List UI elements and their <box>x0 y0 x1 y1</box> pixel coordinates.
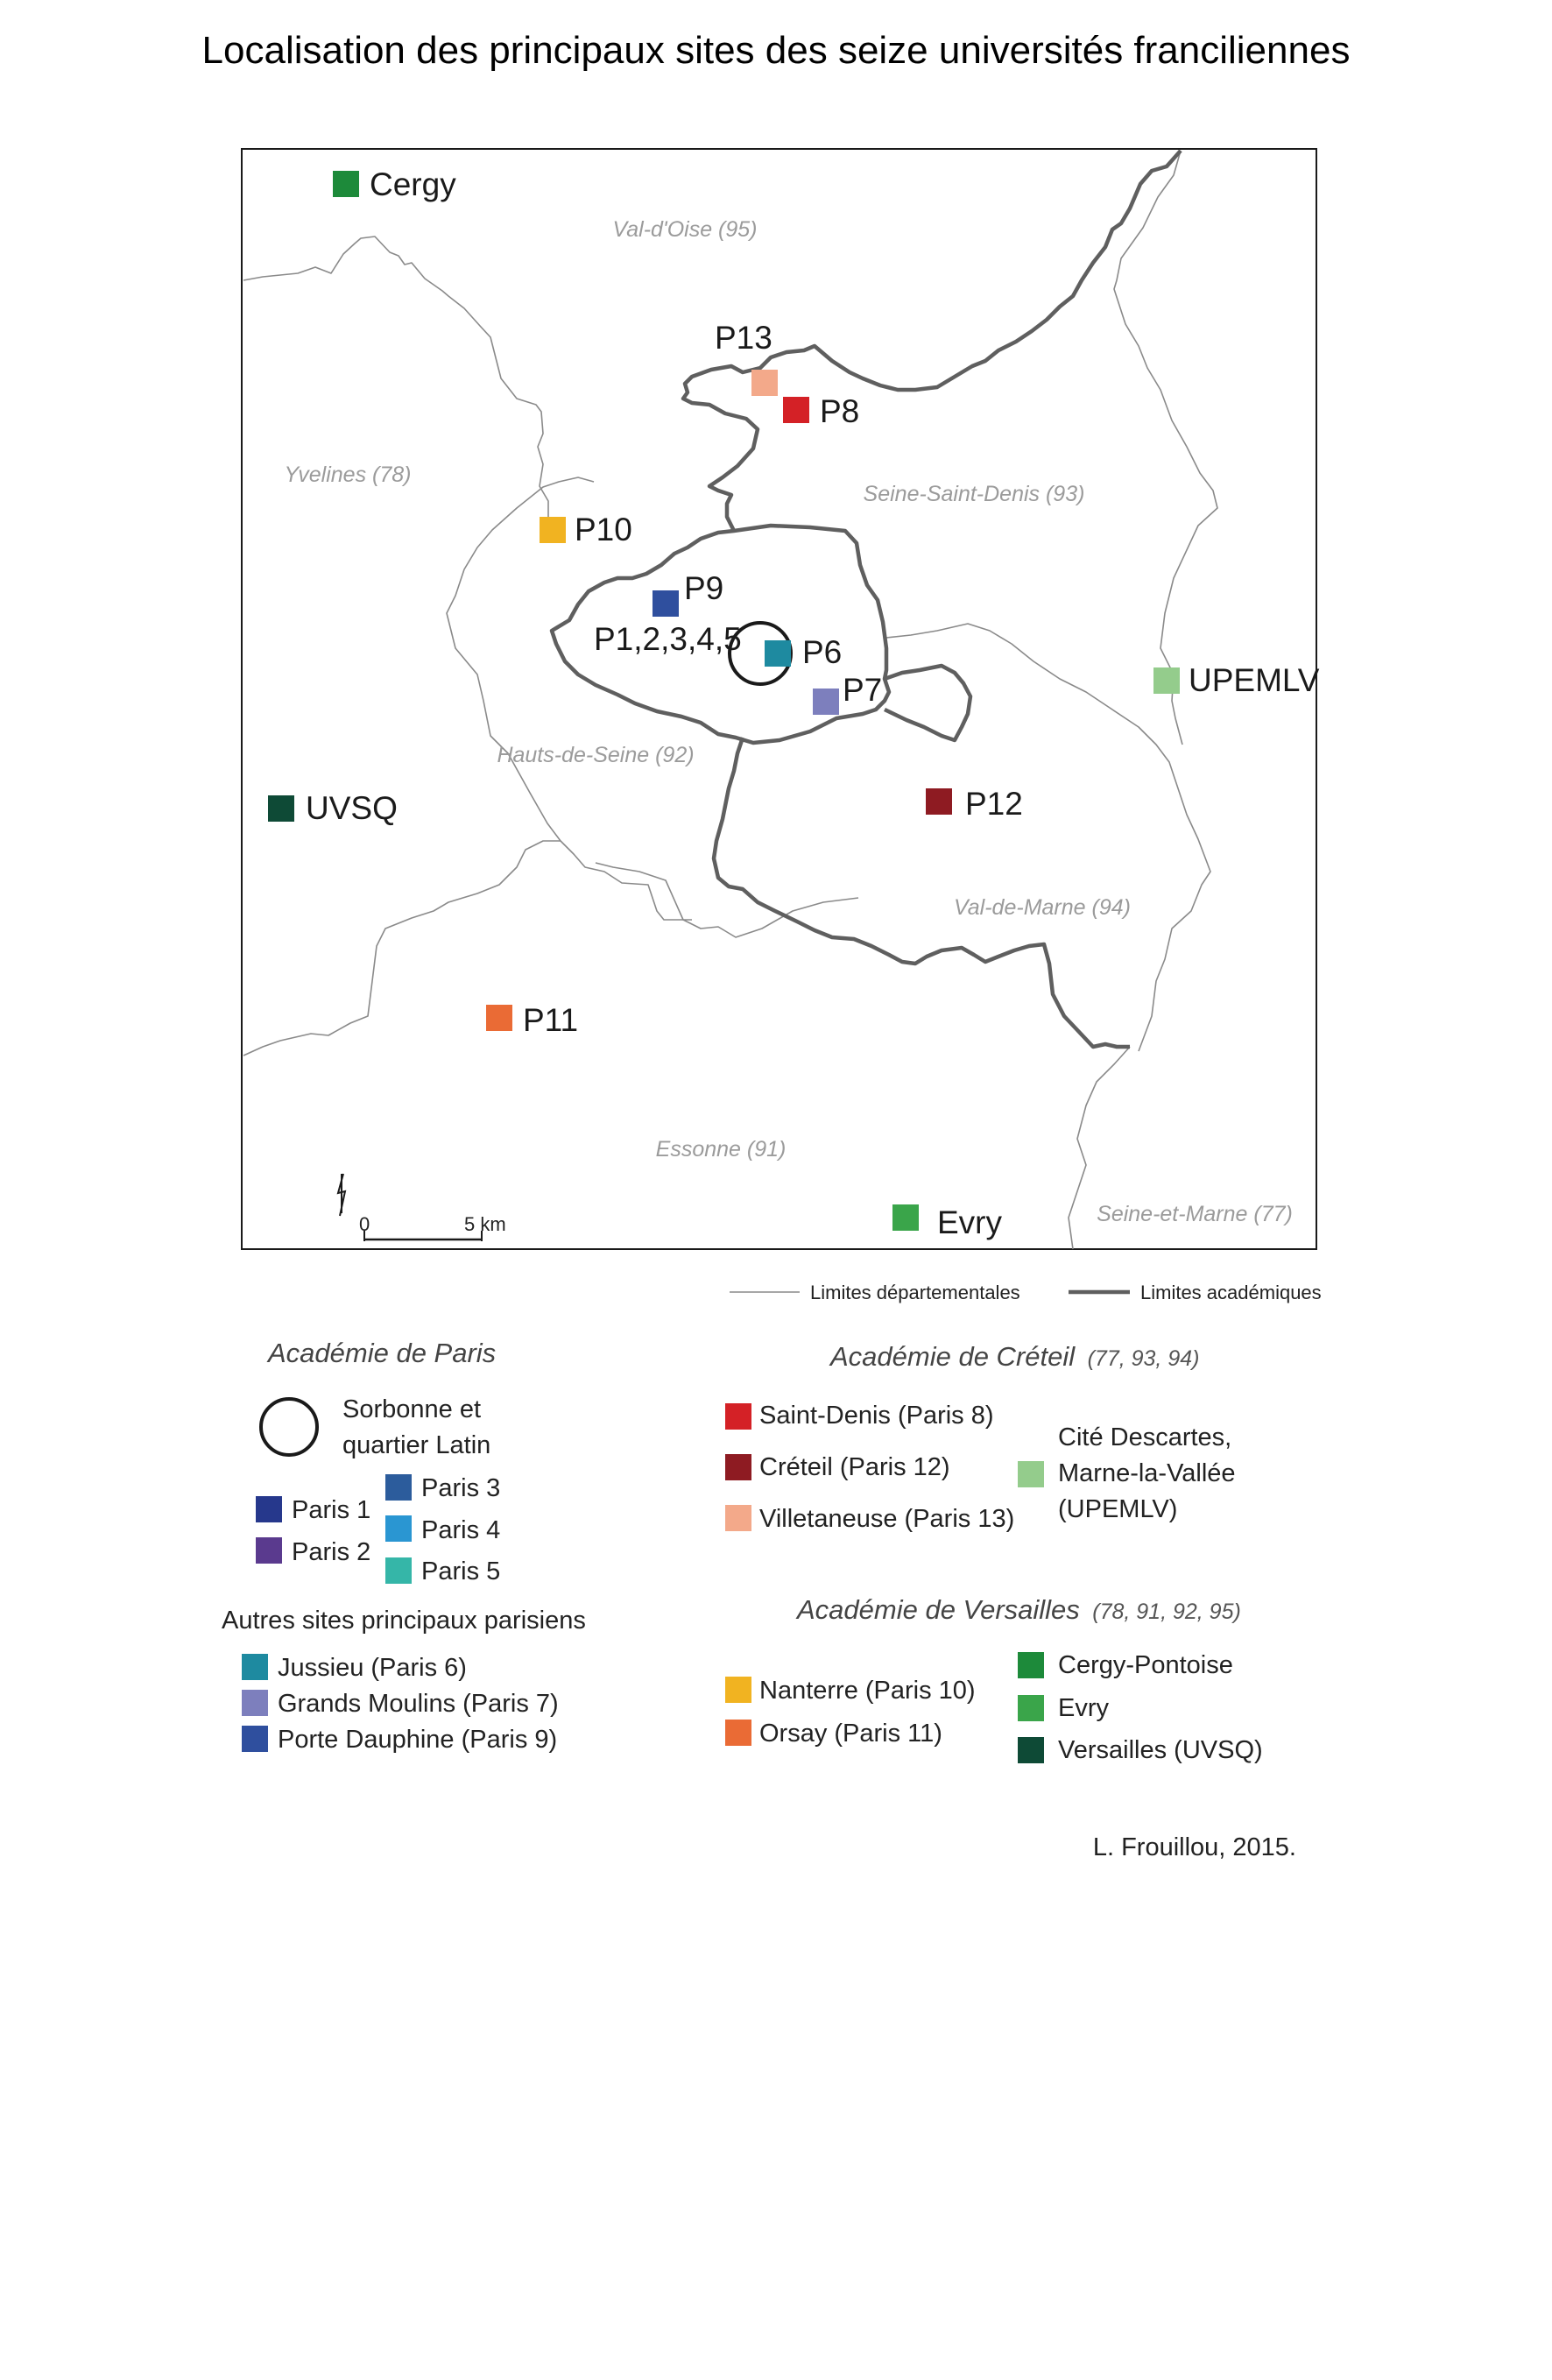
north-arrow <box>338 1174 345 1216</box>
line-legend-departmental: Limites départementales <box>810 1282 1020 1303</box>
legend-label-upemlv-line3: (UPEMLV) <box>1058 1495 1178 1523</box>
legend-versailles-heading: Académie de Versailles <box>797 1594 1080 1625</box>
legend-paris <box>222 1338 586 1754</box>
legend-paris-heading: Académie de Paris <box>268 1338 497 1368</box>
site-label-p13: P13 <box>715 320 772 356</box>
scale-label-five: 5 km <box>464 1213 506 1235</box>
legend-label-paris2: Paris 2 <box>292 1538 371 1566</box>
legend-swatch-paris1 <box>256 1496 282 1522</box>
legend-swatch-porte-dauphine <box>242 1726 268 1752</box>
scale-bar <box>359 1213 506 1241</box>
legend-swatch-upemlv <box>1018 1461 1044 1487</box>
legend-label-paris4: Paris 4 <box>421 1516 501 1544</box>
site-label-cergy: Cergy <box>370 166 456 202</box>
legend-label-paris5: Paris 5 <box>421 1557 501 1585</box>
boundary-78-91 <box>243 841 561 1056</box>
site-marker-evry <box>892 1204 919 1231</box>
credit: L. Frouillou, 2015. <box>1092 1833 1296 1861</box>
legend-sorbonne-circle <box>261 1399 317 1455</box>
site-marker-p12 <box>926 788 952 815</box>
legend-creteil-heading: Académie de Créteil <box>830 1341 1076 1372</box>
site-marker-p8 <box>783 397 809 423</box>
boundary-92-91 <box>596 863 858 937</box>
legend-sorbonne-line1: Sorbonne et <box>342 1395 482 1423</box>
legend-swatch-uvsq <box>1018 1737 1044 1763</box>
site-marker-p10 <box>540 517 566 543</box>
legend-other-heading: Autres sites principaux parisiens <box>222 1607 586 1635</box>
legend-sorbonne-line2: quartier Latin <box>342 1431 491 1459</box>
boundary-78-92 <box>447 477 695 920</box>
site-label-evry: Evry <box>937 1204 1002 1240</box>
legend-label-upemlv-line2: Marne-la-Vallée <box>1058 1459 1236 1487</box>
line-legend-academic: Limites académiques <box>1140 1282 1322 1303</box>
legend-swatch-paris4 <box>385 1515 412 1542</box>
legend-label-paris1: Paris 1 <box>292 1496 371 1524</box>
page-title: Localisation des principaux sites des seize universités franciliennes <box>201 29 1351 72</box>
legend-label-nanterre: Nanterre (Paris 10) <box>759 1677 976 1705</box>
legend-creteil-heading-line <box>829 1341 1199 1372</box>
legend-versailles-sub: (78, 91, 92, 95) <box>1092 1600 1241 1624</box>
legend-label-creteil: Créteil (Paris 12) <box>759 1453 950 1481</box>
legend-versailles <box>725 1594 1263 1764</box>
legend-versailles-heading-line <box>795 1594 1241 1625</box>
dept-label-95: Val-d'Oise (95) <box>612 217 758 242</box>
line-legend <box>730 1282 1322 1303</box>
site-label-p11: P11 <box>523 1002 579 1038</box>
site-markers <box>268 166 1320 1240</box>
dept-label-77: Seine-et-Marne (77) <box>1097 1202 1293 1226</box>
site-label-p9: P9 <box>684 570 724 606</box>
legend-swatch-orsay <box>725 1720 751 1746</box>
site-marker-cergy <box>333 171 359 197</box>
legend-swatch-cergy-pontoise <box>1018 1652 1044 1678</box>
site-marker-upemlv <box>1153 667 1180 694</box>
legend-label-porte-dauphine: Porte Dauphine (Paris 9) <box>278 1726 558 1754</box>
legend-swatch-saint-denis <box>725 1403 751 1430</box>
legend-swatch-grands-moulins <box>242 1690 268 1716</box>
site-marker-p7 <box>813 689 839 715</box>
legend-label-paris3: Paris 3 <box>421 1474 501 1502</box>
dept-label-91: Essonne (91) <box>655 1137 787 1162</box>
site-marker-uvsq <box>268 795 294 822</box>
legend-label-uvsq: Versailles (UVSQ) <box>1058 1736 1263 1764</box>
site-marker-p13 <box>751 370 778 396</box>
legend-swatch-nanterre <box>725 1677 751 1703</box>
south-academic-boundary <box>714 738 1130 1047</box>
site-label-upemlv: UPEMLV <box>1189 662 1320 698</box>
scale-label-zero: 0 <box>359 1213 370 1235</box>
legend-label-villetaneuse: Villetaneuse (Paris 13) <box>759 1505 1015 1533</box>
legend-label-saint-denis: Saint-Denis (Paris 8) <box>759 1402 994 1430</box>
legend-label-orsay: Orsay (Paris 11) <box>759 1720 942 1748</box>
dept-label-78: Yvelines (78) <box>284 463 412 487</box>
site-label-p1to5: P1,2,3,4,5 <box>594 621 742 657</box>
legend-swatch-paris3 <box>385 1474 412 1501</box>
legend-label-cergy-pontoise: Cergy-Pontoise <box>1058 1651 1233 1679</box>
legend-label-grands-moulins: Grands Moulins (Paris 7) <box>278 1690 559 1718</box>
site-marker-p6 <box>765 640 791 667</box>
site-label-p8: P8 <box>820 393 860 429</box>
legend-swatch-paris2 <box>256 1537 282 1564</box>
departmental-boundaries <box>243 151 1217 1249</box>
site-label-p7: P7 <box>843 672 883 708</box>
site-marker-p9 <box>653 590 679 617</box>
legend-swatch-jussieu <box>242 1654 268 1680</box>
dept-label-92: Hauts-de-Seine (92) <box>497 743 695 767</box>
paris-east-loop <box>885 666 970 740</box>
site-label-p10: P10 <box>575 512 632 547</box>
legend-creteil-sub: (77, 93, 94) <box>1087 1346 1200 1371</box>
legend-swatch-villetaneuse <box>725 1505 751 1531</box>
site-label-p6: P6 <box>802 634 843 670</box>
boundary-93-77 <box>1114 151 1217 745</box>
site-label-p12: P12 <box>965 786 1023 822</box>
legend-swatch-creteil <box>725 1454 751 1480</box>
legend-label-upemlv-line1: Cité Descartes, <box>1058 1423 1232 1451</box>
north-arrow-icon <box>338 1174 345 1216</box>
legend-label-evry: Evry <box>1058 1694 1109 1722</box>
site-marker-p11 <box>486 1005 512 1031</box>
site-label-uvsq: UVSQ <box>306 790 398 826</box>
dept-label-94: Val-de-Marne (94) <box>954 895 1131 920</box>
legend-creteil <box>725 1341 1236 1533</box>
dept-label-93: Seine-Saint-Denis (93) <box>863 482 1085 506</box>
map-frame <box>242 149 1316 1249</box>
legend-swatch-paris5 <box>385 1557 412 1584</box>
legend-label-jussieu: Jussieu (Paris 6) <box>278 1654 467 1682</box>
legend-swatch-evry <box>1018 1695 1044 1721</box>
